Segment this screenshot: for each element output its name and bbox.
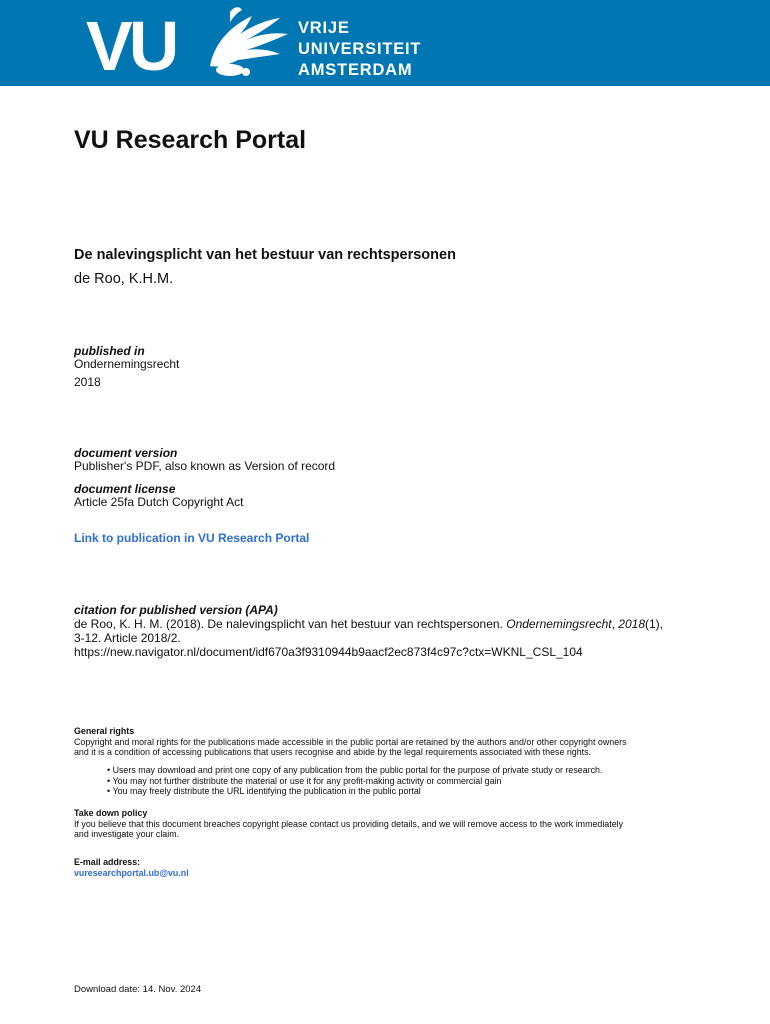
email-label: E-mail address:: [74, 857, 141, 867]
griffin-icon: [200, 4, 292, 80]
citation-text: [74, 617, 724, 659]
general-rights-heading: General rights: [74, 726, 135, 736]
rights-bullet: • You may not further distribute the material or use it for any profit-making activity or commercial gain: [107, 776, 727, 787]
general-rights: [74, 726, 724, 758]
download-date: Download date: 14. Nov. 2024: [74, 984, 202, 995]
citation-journal: Ondernemingsrecht: [506, 617, 612, 631]
citation-line-2: 3-12. Article 2018/2.: [74, 631, 181, 645]
university-name: [298, 18, 421, 81]
university-name-line-3: AMSTERDAM: [298, 61, 413, 79]
citation-part1: de Roo, K. H. M. (2018). De nalevingsplicht van het bestuur van rechtspersonen.: [74, 617, 507, 631]
rights-bullets: [107, 765, 727, 797]
citation-volume: 2018: [618, 617, 645, 631]
take-down-policy: [74, 808, 734, 840]
vu-logo-text: VU: [86, 14, 176, 74]
university-name-line-1: VRIJE: [298, 19, 350, 37]
document-version-value: Publisher's PDF, also known as Version of record: [74, 459, 336, 473]
take-down-heading: Take down policy: [74, 808, 148, 818]
header-banner: [0, 0, 770, 86]
document-license-label: document license: [74, 482, 176, 496]
publication-title: De nalevingsplicht van het bestuur van rechtspersonen: [74, 247, 456, 263]
citation-issue: (1),: [645, 617, 663, 631]
take-down-text-1: If you believe that this document breaches copyright please contact us providing details, and we will remove access to the work immediately: [74, 818, 624, 829]
university-name-line-2: UNIVERSITEIT: [298, 40, 422, 58]
published-in-label: published in: [74, 344, 145, 358]
citation-label: citation for published version (APA): [74, 603, 278, 617]
published-in-year: 2018: [74, 375, 101, 389]
citation-separator: ,: [611, 617, 619, 631]
citation-url: https://new.navigator.nl/document/idf670a3f9310944b9aacf2ec873f4c97c?ctx=WKNL_CSL_104: [74, 645, 583, 659]
rights-bullet: • You may freely distribute the URL identifying the publication in the public portal: [107, 786, 727, 797]
general-rights-text-1: Copyright and moral rights for the publications made accessible in the public portal are retained by the authors and/or other copyright owners: [74, 736, 627, 747]
email-link[interactable]: vuresearchportal.ub@vu.nl: [74, 868, 189, 878]
rights-bullet: • Users may download and print one copy of any publication from the public portal for the purpose of private study or research.: [107, 765, 727, 776]
take-down-text-2: and investigate your claim.: [74, 829, 180, 839]
publication-link[interactable]: Link to publication in VU Research Portal: [74, 531, 310, 545]
general-rights-text-2: and it is a condition of accessing publications that users recognise and abide by the legal requirements associated with these rights.: [74, 747, 592, 757]
published-in-journal: Ondernemingsrecht: [74, 357, 180, 371]
document-license-value: Article 25fa Dutch Copyright Act: [74, 495, 244, 509]
publication-author: de Roo, K.H.M.: [74, 271, 174, 287]
document-version-label: document version: [74, 446, 178, 460]
vu-logo: [86, 14, 216, 74]
citation-line-1: [74, 617, 724, 631]
portal-title: VU Research Portal: [74, 126, 307, 154]
